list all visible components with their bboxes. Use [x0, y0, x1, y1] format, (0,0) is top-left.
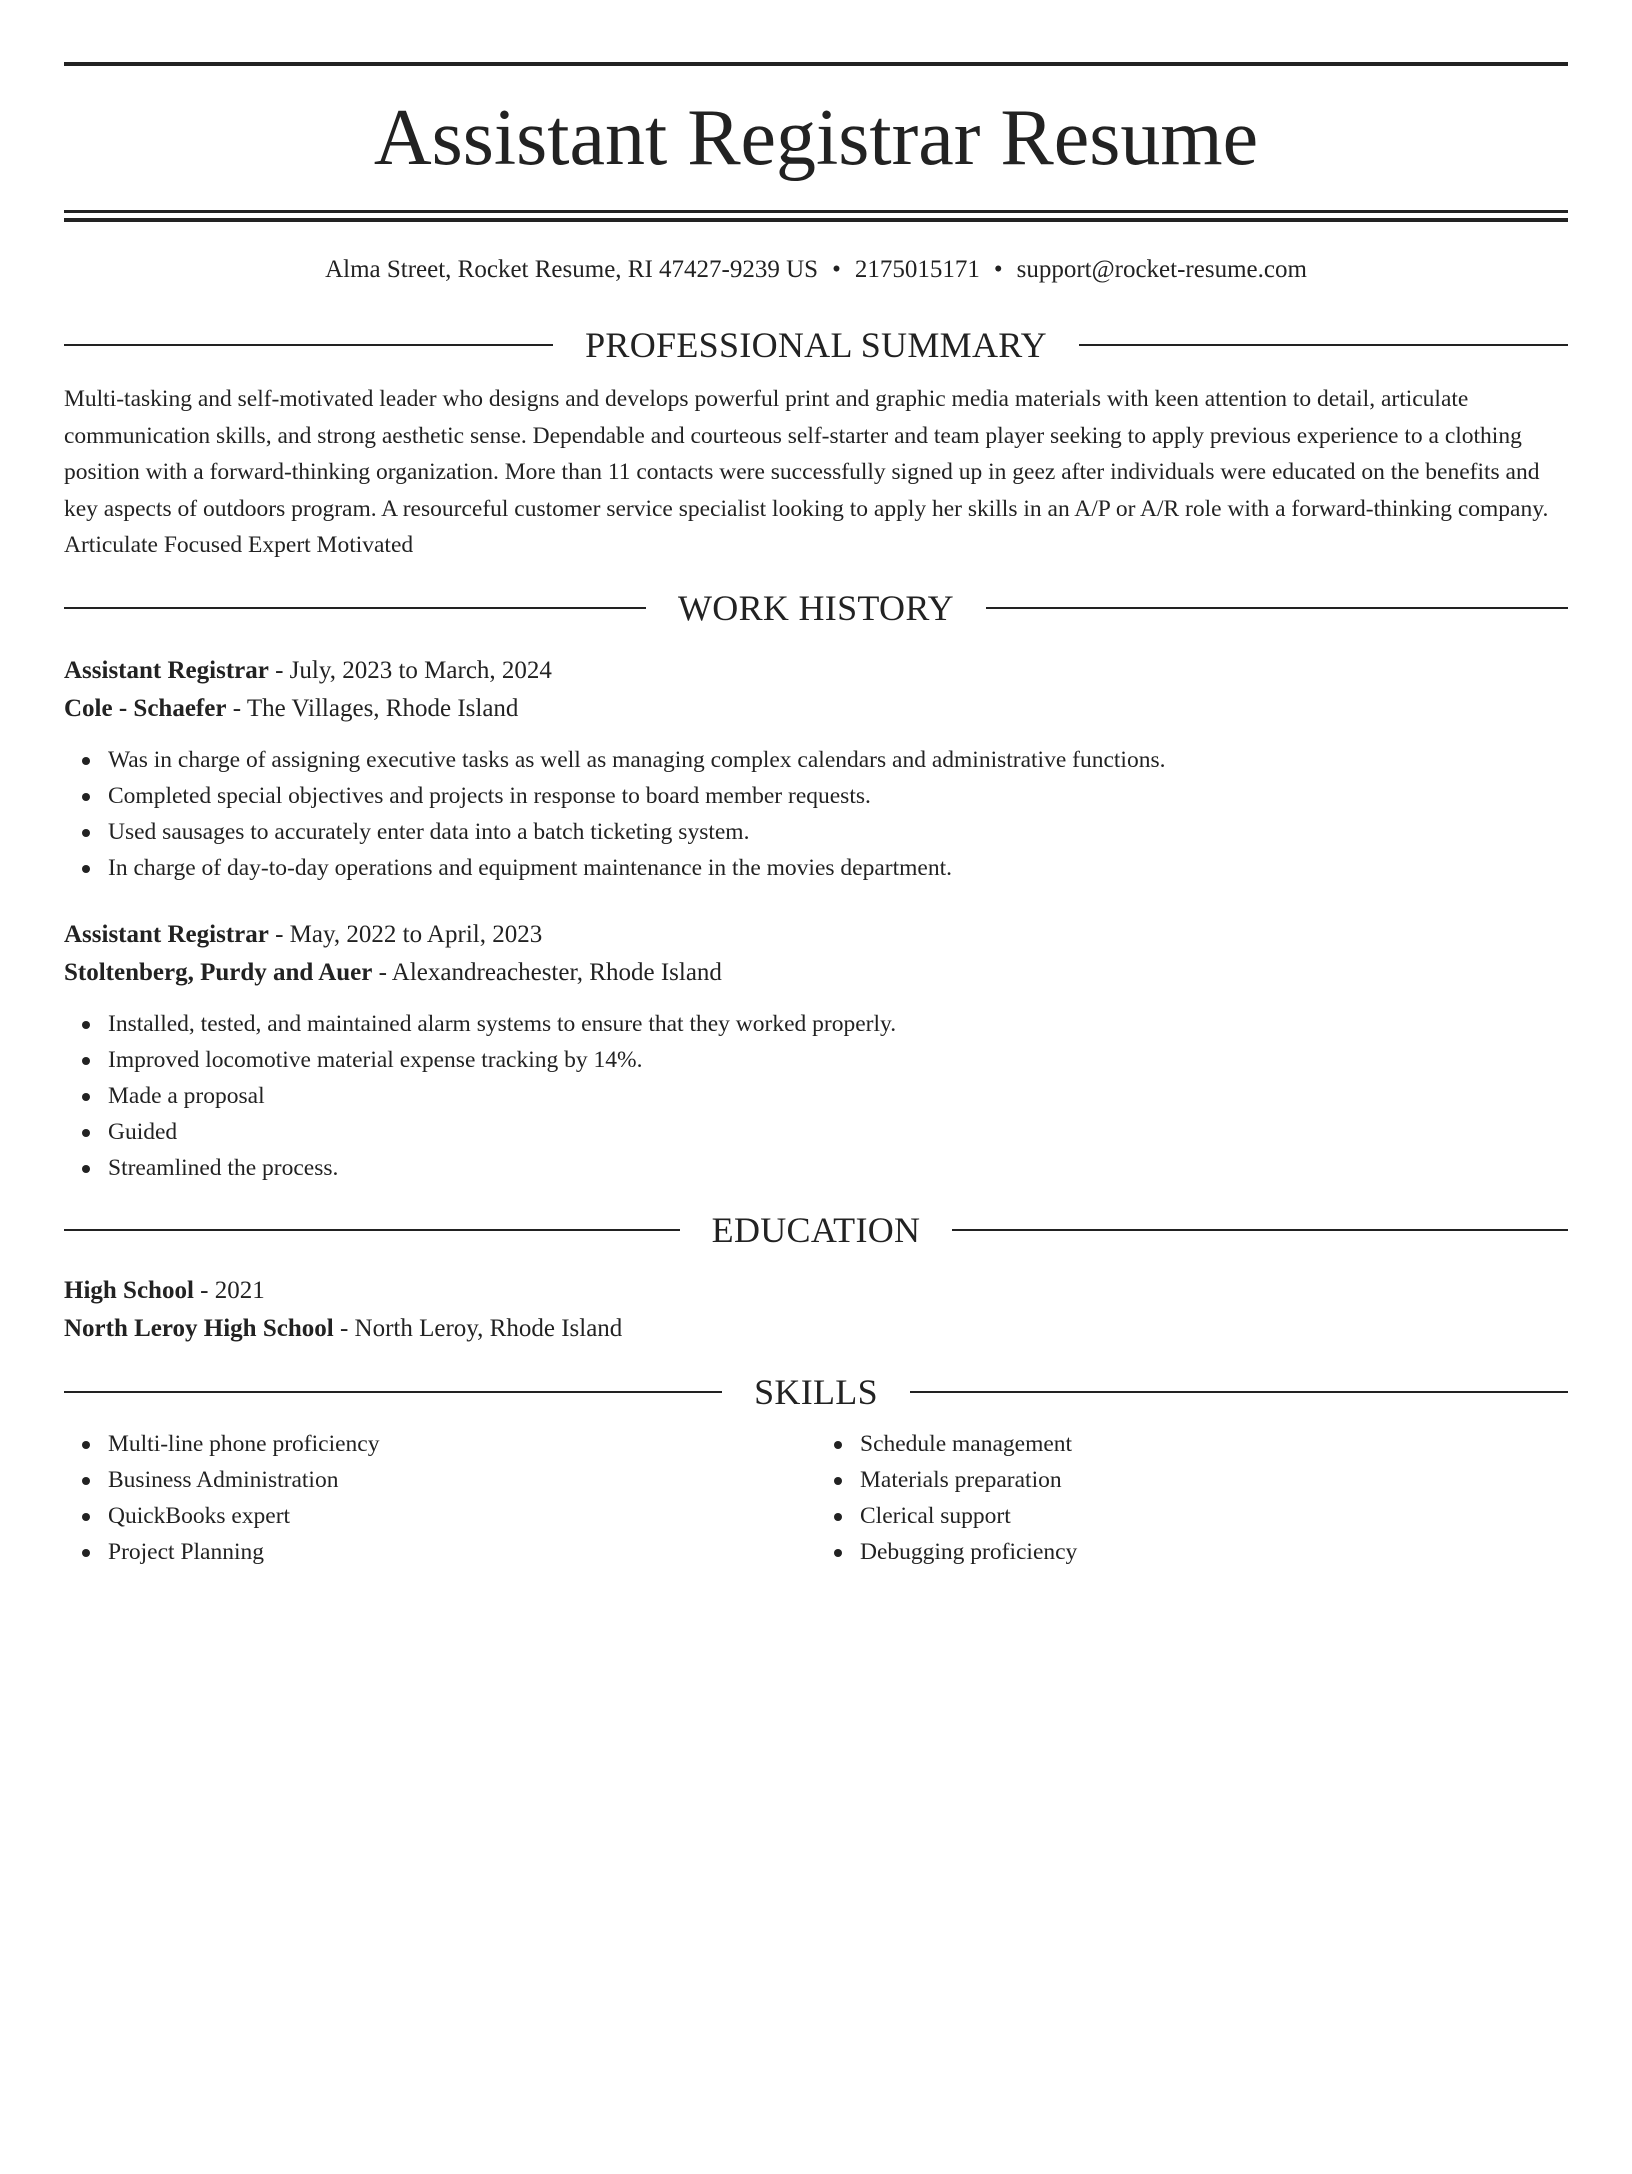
- skill-item: Schedule management: [860, 1426, 1568, 1462]
- contact-line: [64, 255, 1568, 285]
- list-item: Used sausages to accurately enter data into a batch ticketing system.: [108, 814, 1568, 850]
- contact-separator: •: [832, 256, 841, 283]
- contact-email: support@rocket-resume.com: [1016, 256, 1307, 283]
- education-school: North Leroy High School: [64, 1314, 334, 1342]
- contact-address: Alma Street, Rocket Resume, RI 47427-9239 US: [325, 256, 819, 283]
- heading-rule-right: [1079, 344, 1568, 346]
- section-title: WORK HISTORY: [678, 587, 954, 628]
- section-heading-skills: [64, 1370, 1568, 1414]
- job-company-line: [64, 954, 1568, 992]
- education-entry: [64, 1272, 1568, 1348]
- list-item: Guided: [108, 1114, 1568, 1150]
- education-school-line: [64, 1310, 1568, 1348]
- list-item: Improved locomotive material expense tracking by 14%.: [108, 1042, 1568, 1078]
- job-location: - The Villages, Rhode Island: [226, 694, 519, 722]
- job-company: Stoltenberg, Purdy and Auer: [64, 958, 373, 986]
- heading-rule-right: [986, 607, 1568, 609]
- job-company-line: [64, 690, 1568, 728]
- contact-separator: •: [993, 256, 1003, 283]
- job-location: - Alexandreachester, Rhode Island: [372, 958, 722, 986]
- skill-item: Multi-line phone proficiency: [108, 1426, 816, 1462]
- job-entry: [64, 916, 1568, 1186]
- education-location: - North Leroy, Rhode Island: [333, 1314, 623, 1342]
- job-entry: [64, 652, 1568, 886]
- contact-phone: 2175015171: [854, 256, 980, 283]
- heading-rule-right: [910, 1391, 1568, 1393]
- skill-item: Project Planning: [108, 1534, 816, 1570]
- job-title: Assistant Registrar: [64, 920, 269, 948]
- skills-list-right: [816, 1426, 1568, 1570]
- job-dates: - July, 2023 to March, 2024: [268, 656, 552, 684]
- title-double-rule: [64, 210, 1568, 222]
- section-title: PROFESSIONAL SUMMARY: [585, 325, 1047, 365]
- job-title: Assistant Registrar: [64, 656, 269, 684]
- list-item: Made a proposal: [108, 1078, 1568, 1114]
- skills-columns: [64, 1426, 1568, 1570]
- skill-item: Clerical support: [860, 1498, 1568, 1534]
- job-title-line: [64, 652, 1568, 690]
- education-degree: High School: [64, 1276, 194, 1304]
- resume-page: [0, 62, 1632, 2174]
- section-heading-work-history: [64, 586, 1568, 630]
- education-year: - 2021: [193, 1276, 265, 1304]
- section-heading-summary: [64, 323, 1568, 367]
- education-degree-line: [64, 1272, 1568, 1310]
- job-company: Cole - Schaefer: [64, 694, 227, 722]
- heading-rule-right: [952, 1229, 1568, 1231]
- list-item: Completed special objectives and projects in response to board member requests.: [108, 778, 1568, 814]
- section-heading-education: [64, 1208, 1568, 1252]
- list-item: Was in charge of assigning executive tasks as well as managing complex calendars and administrative functions.: [108, 742, 1568, 778]
- job-bullets: [64, 742, 1568, 886]
- list-item: Streamlined the process.: [108, 1150, 1568, 1186]
- skill-item: Materials preparation: [860, 1462, 1568, 1498]
- list-item: In charge of day-to-day operations and equipment maintenance in the movies department.: [108, 850, 1568, 886]
- job-title-line: [64, 916, 1568, 954]
- skill-item: Debugging proficiency: [860, 1534, 1568, 1570]
- resume-title: Assistant Registrar Resume: [373, 94, 1259, 182]
- job-dates: - May, 2022 to April, 2023: [268, 920, 543, 948]
- summary-text: Multi-tasking and self-motivated leader who designs and develops powerful print and graphic media materials with keen attention to detail, articulate communication skills, and strong aesthetic sense. Dependable and courteous self-starter and team player seeking to apply previous experience to a clothing position with a forward-thinking organization. More than 11 contacts were successfully signed up in geez after individuals were educated on the benefits and key aspects of outdoors program. A resourceful customer service specialist looking to apply her skills in an A/P or A/R role with a forward-thinking company. Articulate Focused Expert Motivated: [64, 386, 1549, 558]
- skill-item: QuickBooks expert: [108, 1498, 816, 1534]
- section-title: SKILLS: [754, 1371, 878, 1412]
- heading-rule-left: [64, 607, 646, 609]
- heading-rule-left: [64, 1229, 680, 1231]
- section-title: EDUCATION: [711, 1209, 921, 1250]
- list-item: Installed, tested, and maintained alarm systems to ensure that they worked properly.: [108, 1006, 1568, 1042]
- skills-list-left: [64, 1426, 816, 1570]
- heading-rule-left: [64, 1391, 722, 1393]
- heading-rule-left: [64, 344, 553, 346]
- job-bullets: [64, 1006, 1568, 1186]
- skill-item: Business Administration: [108, 1462, 816, 1498]
